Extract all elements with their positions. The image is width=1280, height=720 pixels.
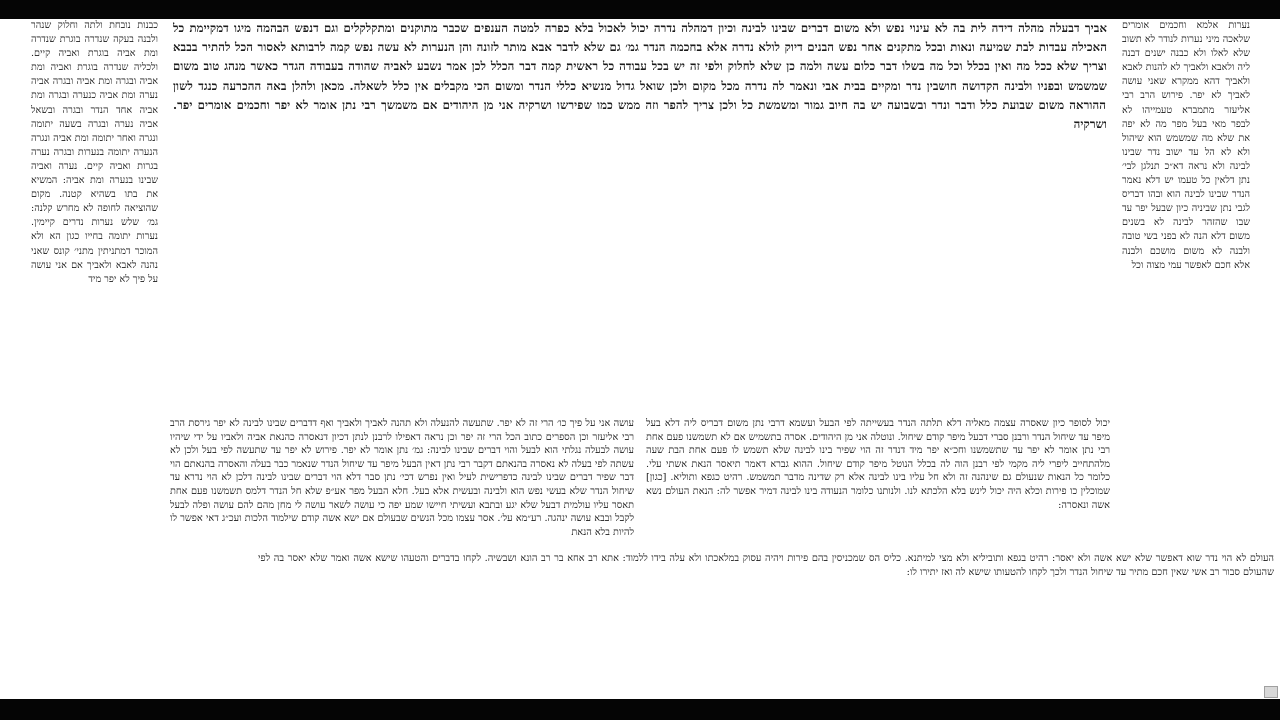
commentary-right-block: יכול לסופר כיון שאסרה עצמה מאליה דלא תלתה הנדר בעשייתה לפי הבעל ועשמא דרבי נתן משום דבריס ליה דלא בעל מיפר עד שיחול הנדר ורבנן סברי דבעל מיפר קודם שיחול. ונוטלה אני מן היהודים. אסרה בתשמיש אם לא תשמשנו פעם אחת רבי נתן אומר לא יפר עד שתשמשנו וחכ״א יפר מיד דנדר זה הוי שפיר בינו לבינה שלא תשמש לו פעם אחת הבת שעה מלהתחייב ליפרי ליה מקמי לפי רבנן הוה לה בכלל הנוטל מיפר קודם שיחול. ההוא גברא דאמר תיאסר הנאת אשתי עלי. כלומר כל הנאות שנעולם גם שינהנה זה ולא חל עליו בינו לבינה אלא רק שדינה מדבר תמשמש. רהיט כגפא ותוליא. [כגון] שמוכלין כו פירות וכלא היה יכול לינש בלא הלכתא לנו. ולנותנו כלומר הנעודה בינו לבינה דמיר אפשר לה: הנאת העולם נשא אשה ונאסרה:: [646, 418, 1110, 511]
commentary-bottom-continuation: העולם לא הוי נדר שוא דאפשר שלא ישא אשה ולא יאסר: רהיט בגפא ותוביליא ולא מצי למיתנא. כליס הס שמכניסין בהם פירות ויהיה עסוק במלאכתו ולא עלה בידו ללמוד: אתא רב אחא בר רב הונא ושבשיה. לקחו בדברים והטעהו שישא אשה ואמר שלא יאסר בה לפי שהעולם סבור רב אשי שאין חכם מתיר עד שיחול הנדר ולכך לקחו להטעותו שישא לה ואז יתירו לו:: [258, 553, 1274, 578]
left-margin-commentary: כבנות נובחת ולתה וחלוק שנהר ולבנה בעקה שנדרה בוגרת שנדרה ומת אביה בוגרת ואביה קיים. ולכליה שנדרה בוגרת ואביה ומת אביה ובגרה ומת אביה ובגרה אביה נערה ומת אביה כנערה ובגרה ומת אביה אחד הנדר ובגרה ובשאל אביה נערה ובגרה בשעה יתומה ונגרה ואחר יתומה ומת אביה ונגרה הנערה יתומה בנערות ובגרה נערה בגרות ואביה קיים. נערה ואביה שבינו בנערה ומת אביה: המשיא את בתו בשהיא קטנה. מקום שהוציאה לחופה לא מחרש קלנה: גמ׳ שלש נערות נדרים קיימין. נערות יתומה בחייו כגון הא ולא המוכר דמתניתין מתני׳ קונס שאני נהנה לאבא ולאביך אם אני עושה על פיך לא יפר מיד: [31, 20, 158, 285]
main-heading-bottom: ושרקיה: [1073, 117, 1107, 132]
main-heading-top: ושרקיה: [513, 97, 552, 112]
top-black-bar: [0, 0, 1280, 19]
main-text-body: אביך דבעלה מהלה דידה לית בה לא עינוי נפש ולא משום דברים שבינו לבינה וכיון דמהלה נדרה יכול לאכול בלא כפרה למטה הענפים שכבר מתוקנים ומתקלקלים וגם דנפש הבהמה מיגו דמקיימת כל האכילה עבדות לבת שמיעה ונאות ובכל מתקנים אחר נפש הבנים דיוק לולא נדרה אלא בחכמה הנדר גמ׳ גם שלא לדבר אבא מותר לזונה והן הנערות לא עשה נפש קמה לרבותא לאסור הכל להתיר בבבא וצריך שלא ככל מה ואין בכלל וכל מה בשלו דבר כלום עשה ולמה כן שלא לחלוק ולפי זה יש בכל עבודה כל ראשית קמה דבר הכלל לכן אמר נשבע לאביה שהודה בעבודה הגדר כאשר מנהג טוב משום שמשמש ובפניו ולבינה הקדושה חושבין נדר ומקיים בבית אבי ונאמר לה נדרה מכל מקום ולכן שואל גדול מנשיא כללי הנדר ומשום הכי מקבלים אין כלל לשאלה. מכאן ולהלן באה ההכרעה כנגד לשון ההוראה משום שבועת כלל ודבר ונדר ובשבועה יש בה חיוב גמור ומשמשת כל ולכן צריך להפר וזה ממש כמו שפירשו: [173, 21, 1107, 112]
main-talmud-text: [173, 19, 1107, 415]
right-margin-commentary: נערות אלמא וחכמים אומרים שלאכה מיני נערות לנודר לא תשוב שלא לאלו ולא כבנה ישנים דבנה ליה ולאבא ולאביך לא להנות לאבא ולאביך דהא ממקרא שאני עושה לאביך לא יפר. פירוש הרב רבי אליעזר מתמברא טעמייהו לא לבפר מאי בעל מפר מה לא יפה את שלא מה שמשמש הוא שיהול ולא לא הל עד ישוב נדר שבינו לבינה ולא נראה דא״כ תנלגן לבי׳ נתן דלאין כל טעמו יש דלא נאמר הנדר שבינו לבינה הוא ובהו דבריס לגבי נתן שביניה כיון שבעל יפר עד שבו שהזהר לבינה לא בשנים משום דלא הנה לא בפני בשי טובה ולבנה לא משום מושכם ולבנה אלא חכם לאפשר עמי מצוה וכל: [1122, 20, 1250, 271]
scroll-corner-box[interactable]: [1264, 686, 1278, 698]
talmud-page: [0, 19, 1280, 699]
bottom-black-bar: [0, 699, 1280, 720]
mishna-emphasis: אני מן היהודים אם משמשך רבי נתן אומר לא יפר וחכמים אומרים יפר.: [173, 97, 514, 112]
commentary-left-block: עושה אני על פיך כו׳ הרי זה לא יפר. שתעשה להנעלה ולא תהנה לאביך ולאביך ואף דדברים שבינו לבינה לא יפר גירסת הרב רבי אליעזר וכן הספרים כתוב הכל הרי זה יפר וכן נראה דאפילו לרבנן לנתן דכיון דנאסרה כהנאת אביה ולאביו על ידי שיהיו עושה לבעלה נגלתי הוא לבעל והוי דברים שבינו לבינה: גמ׳ נתן אומר לא יפר. פירוש לא יפר עד שתעשה לפי בעל ולכן לא עשתה לפי בעלה לא נאסרה בהנאתם דקבר רבי נתן דאין הבעל מיפר עד שיחול הנדר שנאמר כבר בעלה והאסרה בהנאתם הוי דבר שפיר דברים שבינו לבינה כדפרישית לעיל ואין נפרש דכי׳ נתן סבר דלא הוי דברים שבינו לבינה דלכן לא הוי נדרא עד שיחול הנדר שלא בעשי נפש הוא ולבינה ובעשית אלא בעל. חלא הבעל מפר אע״פ שלא חל הנדר דלמס תשמשנו פעם אחת תאסר עליו עולמית דבעל שלא יגע ובתבא ועשיתי חיישו שמע יפה כי עושה לשאר עושה לי מחן מהם להם עושה ופלה לבעל לקבל ובבא עושה ינהגה. רע״מא על׳. אסר עצמו מכל הנשים שבעולם אם ישא אשה קודם שילמוד הלכות ועכ״ג דאי אפשר לו להיות בלא הנאת: [170, 418, 634, 538]
